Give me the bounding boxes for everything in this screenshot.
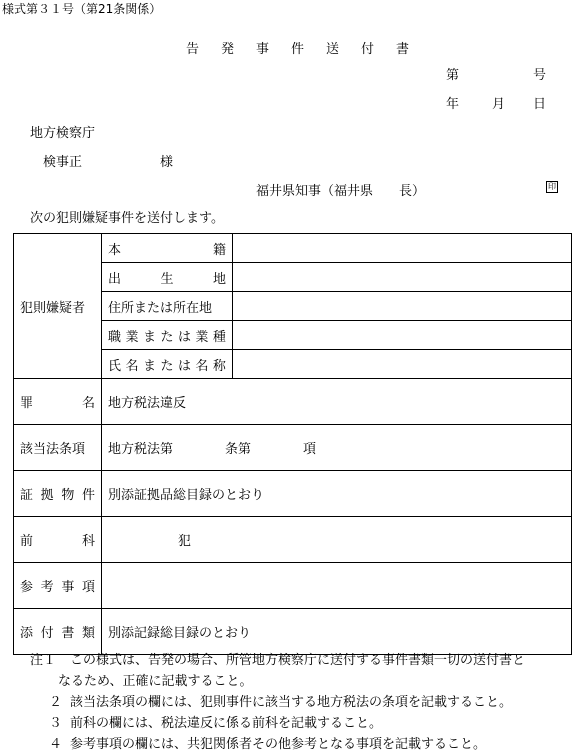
note-text-continuation: なるため、正確に記載すること。 [58,674,253,689]
document-number-label: 第 [446,68,460,83]
seal-icon: 印 [548,182,556,191]
note-text: 前科の欄には、税法違反に係る前科を記載すること。 [70,716,383,731]
suspect-field-label: 職 業 ま た は 業 種 [102,321,233,350]
suspect-field-value[interactable] [233,350,572,379]
note-item [30,713,576,734]
suspect-field-value[interactable] [233,234,572,263]
notes [30,650,576,755]
suspect-field-value[interactable] [233,292,572,321]
suspect-field-label: 住所または所在地 [102,292,233,321]
sender-name: 福井県知事（福井県 長） [256,184,426,199]
evidence-value[interactable]: 別添証拠品総目録のとおり [102,471,572,517]
addressee-title: 検事正 [43,155,83,170]
form-number: 様式第３１号（第21条関係） [2,2,162,16]
suspect-field-label: 出 生 地 [102,263,233,292]
page-title: 告発事件送付書 [186,42,432,57]
note-text: この様式は、告発の場合、所管地方検察庁に送付する事件書類一切の送付書と [70,653,526,668]
crime-value[interactable]: 地方税法違反 [102,379,572,425]
note-item [30,692,576,713]
law-label: 該当法条項 [14,425,102,471]
note-text: 参考事項の欄には、共犯関係者その他参考となる事項を記載すること。 [70,737,487,752]
suspect-field-label: 本 籍 [102,234,233,263]
date-day-label: 日 [533,97,547,112]
crime-label: 罪 名 [14,379,102,425]
reference-label: 参 考 事 項 [14,563,102,609]
reference-value[interactable] [102,563,572,609]
attachment-value[interactable]: 別添記録総目録のとおり [102,609,572,655]
note-text: 該当法条項の欄には、犯則事件に該当する地方税法の条項を記載すること。 [70,695,513,710]
note-number: ２ [48,695,62,710]
intro-text: 次の犯則嫌疑事件を送付します。 [30,211,224,226]
date-month-label: 月 [492,97,506,112]
note-number: 注１ [30,653,57,668]
case-table [13,233,572,655]
attachment-label: 添 付 書 類 [14,609,102,655]
addressee-office: 地方検察庁 [30,126,96,141]
law-value[interactable]: 地方税法第 条第 項 [102,425,572,471]
date-year-label: 年 [446,97,460,112]
suspect-field-value[interactable] [233,321,572,350]
document-number-suffix: 号 [533,68,547,83]
prior-value[interactable]: 犯 [102,517,572,563]
note-number: ３ [48,716,62,731]
prior-label: 前 科 [14,517,102,563]
suspect-label: 犯則嫌疑者 [14,234,102,379]
suspect-field-value[interactable] [233,263,572,292]
suspect-field-label: 氏 名 ま た は 名 称 [102,350,233,379]
seal-mark [546,181,558,197]
note-number: ４ [48,737,62,752]
note-item [30,650,576,671]
addressee-honorific: 様 [160,155,174,170]
evidence-label: 証 拠 物 件 [14,471,102,517]
